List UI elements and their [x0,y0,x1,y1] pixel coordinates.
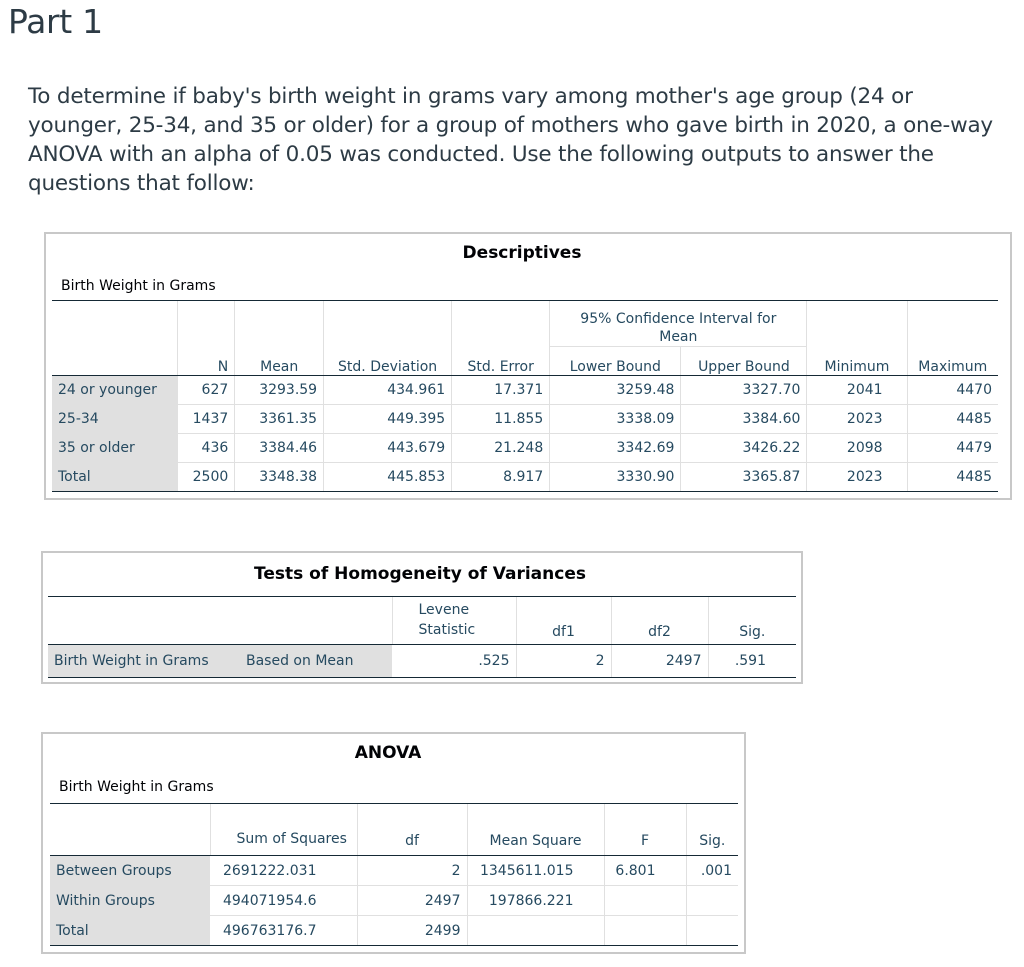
table-cell: 496763176.7 [210,916,357,946]
row-label: 24 or younger [52,376,178,405]
table-cell: 494071954.6 [210,886,357,916]
table-row [52,434,998,463]
col-header: Sig. [686,804,738,856]
table-cell: 2 [516,645,611,678]
row-label: Based on Mean [240,645,392,678]
table-cell [686,886,738,916]
table-cell: 3330.90 [550,463,681,492]
table-cell: 3384.60 [681,405,807,434]
table-cell: .001 [686,856,738,886]
col-header: Levene Statistic [392,597,516,645]
table-cell: .591 [708,645,796,678]
table-cell: 434.961 [324,376,452,405]
ci-header: 95% Confidence Interval for Mean [550,301,807,347]
table-cell: 2500 [178,463,235,492]
table-row [48,645,796,678]
table-cell: 3327.70 [681,376,807,405]
table-cell: 436 [178,434,235,463]
table-cell: 449.395 [324,405,452,434]
table-cell: 3293.59 [235,376,324,405]
table-cell: 6.801 [604,856,686,886]
col-header: Maximum [907,347,998,376]
table-row [50,916,738,946]
col-header: Upper Bound [681,347,807,376]
table-cell: 3338.09 [550,405,681,434]
row-label: Total [50,916,210,946]
homogeneity-title: Tests of Homogeneity of Variances [254,564,586,584]
col-header: Mean [235,347,324,376]
table-row [50,856,738,886]
table-row [52,405,998,434]
table-cell: 445.853 [324,463,452,492]
intro-paragraph: To determine if baby's birth weight in grams vary among mother's age group (24 or younger, 25-34, and 35 or older) for a group of mothers who gave birth in 2020, a one-way ANOVA with an alpha of 0.05 was conducted. Use the following outputs to answer the questions that follow: [28,84,993,196]
table-cell: 2041 [807,376,907,405]
table-cell: 2023 [807,405,907,434]
table-cell: .525 [392,645,516,678]
row-label: 25-34 [52,405,178,434]
col-header: df1 [516,597,611,645]
part-title: Part 1 [8,2,103,41]
table-cell: 3384.46 [235,434,324,463]
descriptives-title: Descriptives [462,243,582,263]
row-label: Within Groups [50,886,210,916]
homogeneity-table [48,596,796,678]
table-cell: 4485 [907,463,998,492]
col-header: Sig. [708,597,796,645]
anova-title: ANOVA [354,743,422,763]
table-cell: 627 [201,382,229,398]
table-cell: 443.679 [324,434,452,463]
table-row [50,886,738,916]
table-cell: 3361.35 [235,405,324,434]
descriptives-table [52,300,998,492]
row-label: Between Groups [50,856,210,886]
row-label: Birth Weight in Grams [48,645,240,678]
table-cell [686,916,738,946]
col-header: N [178,347,235,376]
table-cell: 4479 [907,434,998,463]
col-header: Sum of Squares [210,804,357,856]
table-row [52,376,998,405]
table-cell: 3342.69 [550,434,681,463]
col-header: Minimum [807,347,907,376]
table-cell: 2497 [357,886,467,916]
table-cell: 1345611.015 [467,856,604,886]
table-cell: 2499 [357,916,467,946]
table-cell: 3259.48 [550,376,681,405]
table-cell: 2691222.031 [222,862,317,879]
descriptives-dependent-label: Birth Weight in Grams [61,278,216,294]
anova-dependent-label: Birth Weight in Grams [59,779,214,795]
table-cell: 8.917 [452,463,550,492]
table-row [52,463,998,492]
table-cell: 4470 [907,376,998,405]
table-cell [604,886,686,916]
table-cell: 4485 [907,405,998,434]
table-cell: 3426.22 [681,434,807,463]
table-cell: 21.248 [452,434,550,463]
anova-table [50,803,738,946]
descriptives-corner [52,347,178,376]
table-cell: 3365.87 [681,463,807,492]
col-header: Lower Bound [550,347,681,376]
col-header: df2 [611,597,708,645]
row-label: 35 or older [52,434,178,463]
table-cell: 197866.221 [467,886,604,916]
table-cell: 2497 [611,645,708,678]
table-cell [467,916,604,946]
table-cell: 17.371 [452,376,550,405]
table-cell: 3348.38 [235,463,324,492]
col-header: F [604,804,686,856]
row-label: Total [52,463,178,492]
table-cell: 2098 [807,434,907,463]
table-cell [604,916,686,946]
col-header: Mean Square [467,804,604,856]
col-header: Std. Error [452,347,550,376]
table-cell: 1437 [178,405,235,434]
table-cell: 2023 [807,463,907,492]
table-cell: 2 [357,856,467,886]
table-cell: 11.855 [452,405,550,434]
col-header: Std. Deviation [324,347,452,376]
col-header: df [357,804,467,856]
